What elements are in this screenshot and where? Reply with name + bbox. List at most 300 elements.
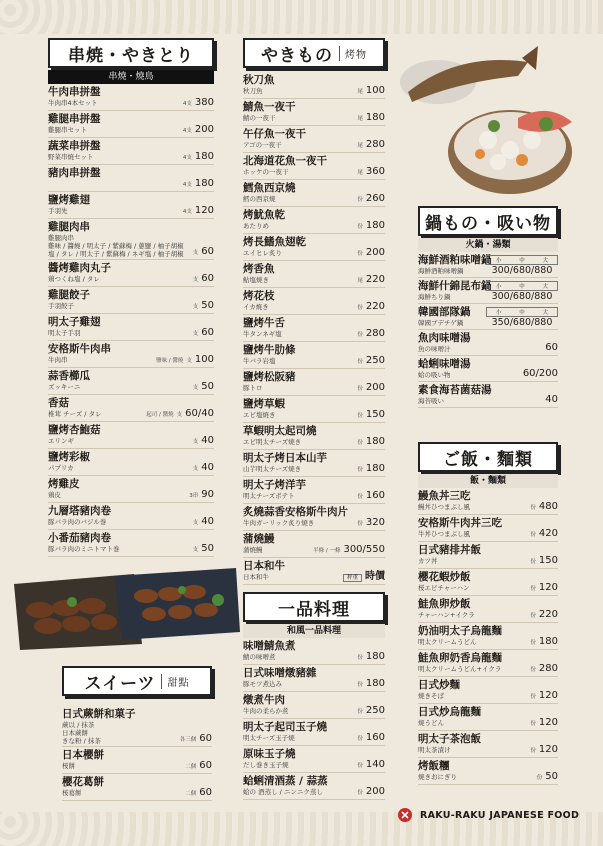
item-name: 鹽烤松阪豬 [243, 371, 296, 383]
menu-item [243, 477, 385, 504]
item-description: 手羽先 [48, 207, 68, 215]
item-price [545, 342, 558, 353]
fish-hotpot-photo [398, 42, 576, 202]
item-unit: 份 [357, 467, 363, 473]
menu-item [243, 369, 385, 396]
item-name: 蔬菜串拼盤 [48, 140, 101, 152]
menu-item [48, 192, 214, 219]
item-description: 鱈の西京焼 [243, 195, 276, 203]
menu-item [243, 719, 385, 746]
menu-item [48, 287, 214, 314]
menu-item [418, 542, 558, 569]
item-price-value: 50 [201, 300, 214, 311]
menu-item [48, 368, 214, 395]
item-price [193, 516, 214, 527]
item-price [357, 382, 385, 393]
item-price [183, 205, 214, 216]
menu-item [48, 422, 214, 449]
ippin-title: 一品料理 [243, 592, 385, 622]
menu-item [418, 488, 558, 515]
item-name: 鱈魚西京燒 [243, 182, 296, 194]
item-price-value: 200 [365, 786, 385, 797]
item-price-value: 60 [199, 760, 212, 771]
item-description: 明太クリームうどん+イクラ [418, 665, 502, 673]
item-description: 塩 / タレ / 明太子 / 紫蘇梅 / ネギ塩 / 柚子胡椒 [48, 250, 184, 258]
item-price-value: 180 [365, 436, 385, 447]
menu-item [48, 341, 214, 368]
item-price-value: 380 [194, 97, 214, 108]
item-description: 牛タンネギ塩 [243, 330, 282, 338]
item-price [193, 435, 214, 446]
menu-item [243, 423, 385, 450]
skewer-photo [14, 566, 240, 652]
item-description: 桜エビチャーハン [418, 584, 470, 592]
sweets-header [62, 666, 212, 696]
menu-item [243, 126, 385, 153]
item-price [523, 368, 558, 379]
item-name: 雞腿串拼盤 [48, 113, 101, 125]
item-name: 蛤蜊味噌湯 [418, 358, 471, 370]
item-price-value: 200 [365, 382, 385, 393]
menu-item [62, 747, 212, 774]
item-name: 草蝦明太起司燒 [243, 425, 317, 437]
item-unit: 4支 [182, 155, 192, 161]
item-name: 九層塔豬肉卷 [48, 505, 111, 517]
item-price [357, 436, 385, 447]
tier-label: 中 [519, 258, 525, 264]
item-unit: 份 [357, 359, 363, 365]
item-price [357, 463, 385, 474]
nabe-section [418, 206, 558, 408]
item-unit: 份 [530, 532, 536, 538]
item-name: 烤魷魚乾 [243, 209, 285, 221]
gohan-list [418, 488, 558, 785]
tier-labels [486, 281, 558, 291]
item-price [146, 408, 214, 419]
item-unit: 尾 [357, 89, 363, 95]
item-price [357, 517, 385, 528]
item-price [357, 409, 385, 420]
item-name: 雞腿餃子 [48, 289, 90, 301]
menu-item [243, 234, 385, 261]
item-description: 焼きそば [418, 692, 444, 700]
item-unit: 半條 / 一條 [313, 548, 341, 554]
item-name: 日式炒烏龍麵 [418, 706, 481, 718]
menu-item [418, 623, 558, 650]
menu-item [48, 138, 214, 165]
item-unit: 支 [192, 385, 199, 391]
item-price-value: 50 [201, 543, 214, 554]
item-name: 日本和牛 [243, 560, 285, 572]
item-description: アゴの一夜干 [243, 141, 282, 149]
item-name: 香菇 [48, 397, 69, 409]
item-unit: 支 [192, 304, 199, 310]
item-price-value: 180 [365, 463, 385, 474]
item-unit: 份 [530, 667, 536, 673]
item-price-value: 180 [194, 178, 214, 189]
item-price-value: 160 [365, 732, 385, 743]
item-name: 鯖魚一夜干 [243, 101, 296, 113]
tier-prices: 300/680/880 [491, 265, 553, 276]
tier-label: 小 [495, 310, 502, 316]
tier-label: 中 [519, 310, 525, 316]
item-price [357, 166, 385, 177]
tier-labels [486, 255, 558, 265]
ippin-header [243, 592, 385, 638]
item-price-value: 120 [194, 205, 214, 216]
item-tag: 秤重 [343, 574, 362, 582]
item-name: 北海道花魚一夜干 [243, 155, 327, 167]
item-price-value: 60 [545, 342, 558, 353]
top-pattern-strip [0, 0, 603, 34]
gohan-section [418, 442, 558, 785]
item-description: 牛肉ガーリック炙り焼き [243, 519, 315, 527]
item-unit: 份 [357, 790, 363, 796]
menu-item [243, 153, 385, 180]
item-price [530, 663, 558, 674]
item-name: 魚肉味噌湯 [418, 332, 471, 344]
item-price [183, 124, 214, 135]
item-price-value: 時價 [365, 571, 385, 582]
item-description: 秋刀魚 [243, 87, 263, 95]
tier-prices: 350/680/880 [491, 317, 553, 328]
item-price [193, 273, 214, 284]
menu-item [243, 692, 385, 719]
yakimono-title-jp: やきもの [261, 45, 333, 66]
item-price [357, 220, 385, 231]
yakimono-subtitle: 烤物 [339, 46, 367, 61]
item-price [156, 354, 214, 365]
menu-item [48, 219, 214, 260]
sweets-list [62, 706, 212, 801]
menu-item [243, 261, 385, 288]
item-price [357, 490, 385, 501]
item-price [357, 328, 385, 339]
menu-item [48, 260, 214, 287]
menu-item [48, 84, 214, 111]
item-description: 牛丼ひつまぶし風 [418, 530, 470, 538]
item-description: 蕨以 / 抹茶 [62, 721, 95, 729]
item-description: 雞味 / 醬燒 / 明太子 / 紫蘇梅 / 蔥鹽 / 柚子胡椒 [48, 242, 184, 250]
menu-item [243, 207, 385, 234]
ippin-subtitle: 和風一品料理 [243, 624, 385, 638]
item-price-value: 480 [538, 501, 558, 512]
item-name: 燉煮牛肉 [243, 694, 285, 706]
menu-item [62, 774, 212, 801]
item-name: 素食海苔菌菇湯 [418, 384, 492, 396]
item-price [357, 786, 385, 797]
item-price-value: 40 [201, 516, 214, 527]
item-price [530, 636, 558, 647]
item-price [193, 300, 214, 311]
nabe-title: 鍋もの・吸い物 [418, 206, 558, 236]
item-unit: 份 [530, 748, 536, 754]
item-unit: 各三個 [179, 737, 197, 743]
item-name: 安格斯牛肉丼三吃 [418, 517, 502, 529]
item-price [530, 528, 558, 539]
item-unit: 支 [192, 439, 199, 445]
item-price-value: 60 [201, 246, 214, 257]
item-description: 明太茶漬け [418, 746, 451, 754]
item-name: 海鮮酒粕味噌鍋 [418, 254, 492, 266]
item-price [343, 567, 385, 582]
menu-item [243, 531, 385, 558]
item-name: 櫻花蝦炒飯 [418, 571, 471, 583]
item-price [193, 246, 214, 257]
item-unit: 份 [357, 251, 363, 257]
item-unit: 份 [530, 586, 536, 592]
item-price [530, 717, 558, 728]
item-description: カツ丼 [418, 557, 438, 565]
item-price-value: 50 [545, 771, 558, 782]
item-unit: 份 [357, 224, 363, 230]
item-unit: 份 [357, 494, 363, 500]
item-description: 鰻丼ひつまぶし風 [418, 503, 470, 511]
item-price-value: 120 [538, 582, 558, 593]
item-name: 明太子茶泡飯 [418, 733, 481, 745]
item-description: 鯖の味噌煮 [243, 653, 276, 661]
item-unit: 支 [192, 331, 199, 337]
item-unit: 尾 [357, 278, 363, 284]
item-price-value: 280 [365, 139, 385, 150]
item-description: 牛肉串4本セット [48, 99, 98, 107]
item-description: 野菜串焼セット [48, 153, 94, 161]
item-description: 蛤の吸い物 [418, 371, 451, 379]
item-price [357, 651, 385, 662]
item-unit: 份 [357, 736, 363, 742]
gohan-header [418, 442, 558, 488]
item-price-value: 60 [199, 787, 212, 798]
item-price [180, 733, 212, 744]
menu-item [243, 342, 385, 369]
item-unit: 份 [357, 386, 363, 392]
item-description: あたりめ [243, 222, 269, 230]
item-unit: 尾 [357, 116, 363, 122]
item-unit: 份 [536, 775, 543, 781]
item-price-value: 260 [365, 193, 385, 204]
item-description: 焼うどん [418, 719, 444, 727]
item-price-value: 150 [365, 409, 385, 420]
menu-item [418, 252, 558, 278]
item-unit: 份 [530, 640, 536, 646]
item-price [189, 489, 214, 500]
item-unit: 支 [192, 520, 199, 526]
item-unit: 4支 [182, 128, 192, 134]
item-description: 桜餅 [62, 762, 75, 770]
item-unit: 份 [357, 763, 363, 769]
menu-item [243, 665, 385, 692]
item-name: 明太子雞翅 [48, 316, 101, 328]
item-price-value: 40 [545, 394, 558, 405]
item-name: 午仔魚一夜干 [243, 128, 306, 140]
item-price [193, 543, 214, 554]
item-description: 桜葛餅 [62, 789, 82, 797]
item-description: 牛バラ岩塩 [243, 357, 276, 365]
item-name: 安格斯牛肉串 [48, 343, 111, 355]
menu-item [418, 596, 558, 623]
item-price-value: 50 [201, 381, 214, 392]
item-price [357, 301, 385, 312]
tier-label: 小 [495, 284, 502, 290]
tier-label: 中 [519, 284, 525, 290]
item-description: 鯖の一夜干 [243, 114, 276, 122]
item-price-value: 60 [201, 327, 214, 338]
item-name: 明太子烤日本山芋 [243, 452, 327, 464]
item-name: 明太子起司玉子燒 [243, 721, 327, 733]
item-description: 明太チーズ玉子焼 [243, 734, 295, 742]
menu-item [243, 450, 385, 477]
item-unit: 支 [192, 547, 199, 553]
item-description: 明太チーズポテト [243, 492, 295, 500]
item-name: 烤雞皮 [48, 478, 80, 490]
item-unit: 支 [192, 277, 199, 283]
tier-labels [486, 307, 558, 317]
item-price [357, 705, 385, 716]
item-price-value: 280 [365, 328, 385, 339]
item-price-value: 320 [365, 517, 385, 528]
item-price-value: 150 [538, 555, 558, 566]
item-unit: 3串 [189, 493, 199, 499]
item-price-value: 250 [365, 705, 385, 716]
menu-item [48, 314, 214, 341]
item-price [183, 97, 214, 108]
item-description: 牛肉の柔らか煮 [243, 707, 289, 715]
item-price-value: 220 [365, 274, 385, 285]
item-unit: 份 [530, 694, 536, 700]
menu-item [48, 395, 214, 422]
brand-logo [398, 808, 579, 822]
item-price [313, 544, 385, 555]
item-unit: 二個 [185, 764, 197, 770]
item-price-value: 40 [201, 462, 214, 473]
menu-item [48, 476, 214, 503]
item-options: 鹽味 / 醬燒 [156, 358, 184, 364]
item-price-value: 180 [365, 220, 385, 231]
item-price [357, 193, 385, 204]
item-price [530, 501, 558, 512]
item-description: 海鮮ちり鍋 [418, 293, 451, 301]
brand-name: RAKU-RAKU JAPANESE FOOD [420, 809, 580, 821]
menu-item [418, 569, 558, 596]
item-unit: 份 [530, 559, 536, 565]
item-name: 秋刀魚 [243, 74, 275, 86]
item-price [530, 555, 558, 566]
item-price-value: 160 [365, 490, 385, 501]
item-description: 鶏つくね塩 / タレ [48, 275, 100, 283]
item-description: エイヒレ炙り [243, 249, 282, 257]
item-price [545, 394, 558, 405]
item-price [530, 609, 558, 620]
item-name: 海鮮什錦昆布鍋 [418, 280, 492, 292]
item-price-value: 100 [365, 85, 385, 96]
menu-item [243, 180, 385, 207]
menu-item [243, 288, 385, 315]
tier-label: 大 [542, 284, 549, 290]
item-price [357, 759, 385, 770]
ippin-section [243, 592, 385, 800]
nabe-list [418, 252, 558, 408]
tier-label: 大 [542, 258, 549, 264]
item-name: 鹽烤雞翅 [48, 194, 90, 206]
kushiyaki-subtitle: 串燒・燒鳥 [48, 70, 214, 84]
item-price-value: 250 [365, 355, 385, 366]
yakimono-section [243, 38, 385, 585]
item-description: 海鮮酒粕味噌鍋 [418, 267, 464, 275]
menu-item [48, 530, 214, 557]
sweets-title-jp: スイーツ [84, 673, 156, 694]
menu-item [418, 704, 558, 731]
item-name: 韓國部隊鍋 [418, 306, 471, 318]
item-name: 鮭魚卵奶香烏龍麵 [418, 652, 502, 664]
item-name: 烤花枝 [243, 290, 275, 302]
item-price-value: 60/200 [522, 368, 558, 379]
item-price-value: 120 [538, 744, 558, 755]
item-description: 雞腿肉串 [48, 234, 74, 242]
item-unit: 份 [357, 413, 363, 419]
kushiyaki-header [48, 38, 214, 84]
item-name: 烤飯糰 [418, 760, 450, 772]
item-price-value: 100 [194, 354, 214, 365]
item-description: エリンギ [48, 437, 74, 445]
item-description: パプリカ [48, 464, 74, 472]
item-name: 原味玉子燒 [243, 748, 296, 760]
menu-item [418, 356, 558, 382]
item-price [185, 787, 212, 798]
item-price-value: 280 [538, 663, 558, 674]
item-price-value: 300/550 [343, 544, 385, 555]
menu-item [243, 72, 385, 99]
item-price [183, 151, 214, 162]
item-price-value: 140 [365, 759, 385, 770]
item-description: チャーハン+イクラ [418, 611, 475, 619]
item-description: 椎茸 チーズ / タレ [48, 410, 102, 418]
menu-item [418, 650, 558, 677]
item-price-value: 200 [194, 124, 214, 135]
item-price [357, 112, 385, 123]
menu-item [418, 382, 558, 408]
menu-item [48, 111, 214, 138]
item-name: 炙燒蒜香安格斯牛肉片 [243, 506, 348, 518]
item-name: 鹽烤草蝦 [243, 398, 285, 410]
item-description: 雞腿串セット [48, 126, 87, 134]
item-price-value: 120 [538, 690, 558, 701]
item-unit: 份 [530, 505, 536, 511]
item-name: 蒜香櫛瓜 [48, 370, 90, 382]
item-unit: 份 [357, 332, 363, 338]
item-unit: 尾 [357, 170, 363, 176]
menu-item [243, 315, 385, 342]
gohan-subtitle: 飯・麵類 [418, 474, 558, 488]
menu-item [243, 558, 385, 585]
menu-item [243, 638, 385, 665]
item-price [357, 247, 385, 258]
item-unit: 支 [186, 358, 192, 364]
item-description: 豚モツ煮込み [243, 680, 282, 688]
item-price-value: 200 [365, 247, 385, 258]
item-name: 蒲燒鰻 [243, 533, 275, 545]
nabe-subtitle: 火鍋・湯類 [418, 238, 558, 252]
tier-label: 小 [495, 258, 502, 264]
yakimono-list [243, 72, 385, 585]
item-description: 鶏皮 [48, 491, 61, 499]
item-description: 豚バラ肉のバジル巻 [48, 518, 107, 526]
menu-item [243, 99, 385, 126]
menu-item [243, 504, 385, 531]
item-price-value: 180 [365, 112, 385, 123]
item-description: エビ塩焼き [243, 411, 276, 419]
item-unit: 支 [192, 250, 199, 256]
item-price-value: 180 [365, 678, 385, 689]
